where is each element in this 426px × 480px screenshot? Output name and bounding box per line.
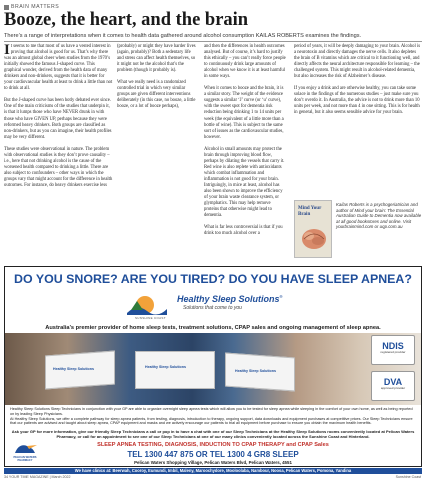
divider xyxy=(4,41,422,42)
paragraph: What is far less controversial is that if you drink too much alcohol over a xyxy=(204,225,283,237)
brain-illustration-icon xyxy=(299,223,329,255)
pelican-waters-logo: PELICAN WATERS PHARMACY xyxy=(11,441,39,465)
page-footer-left: 34 YOUR TIME MAGAZINE | March 2022 xyxy=(4,475,71,479)
van-label: Healthy Sleep Solutions xyxy=(145,365,186,369)
ad-provider-line: Australia’s premier provider of home sleep tests, treatment solutions, CPAP sales and ongoing management of sleep apnea. xyxy=(45,325,381,331)
paragraph: (probably) or might they have harder lives (again, probably)? Both a sedentary life and stress can affect health themselves, so it might not be the alcohol that’s the problem (though it probably is). xyxy=(117,44,196,74)
ad-ask-line: Ask your GP for more information, give our friendly Sleep Technicians a call or pop in to have a chat with one of our Sleep Technicians at the Healthy Sleep Solutions rooms conveniently located at Pelican Waters Pharmacy, or call for an appointment to see one of our Sleep Technicians at one of our many clinics conveniently located across the Sunshine Coast and Hinterland. xyxy=(11,429,415,439)
logo-name: Healthy Sleep Solutions® xyxy=(177,294,283,304)
paragraph: But the J-shaped curve has been hotly debated ever since. One of the main criticisms of the studies that underpin it, is that it lumps those who have NEVER drunk in with those who have GIVEN UP, perhaps because they were reformed heavy drinkers. Both groups are classified as non-drinkers, but as you can imagine, their health profiles may be very different. xyxy=(4,98,112,140)
column-3 xyxy=(204,44,286,243)
page-footer-right: Sunshine Coast xyxy=(395,475,421,479)
section-square-icon xyxy=(4,5,9,10)
paragraph: Healthy Sleep Solutions Sleep Technicians in conjunction with your GP are able to organize overnight sleep apnea tests which will allow you to be tested for sleep apnea while sleeping in the comfort of your own home, as well as being reported on by leading Sleep Physicians. xyxy=(10,407,413,416)
advertisement xyxy=(4,266,422,467)
dva-badge: DVA approved provider xyxy=(371,371,415,401)
ad-location: Pelican Waters Shopping Village, Pelican Waters Blvd, Pelican Waters, 4551 xyxy=(134,460,292,465)
author-box xyxy=(294,200,422,262)
ndis-badge: NDIS registered provider xyxy=(371,335,415,365)
paragraph: It seems to me that most of us have a vested interest in proving that alcohol is good for us. That’s why there was an almost global cheer when studies from the 1970’s initially showed the famous J-shaped curve. This graphical wonder, derived from the health data of many drinkers and non-drinkers, suggests that it is better for your cardiovascular health at least to drink a little than not to drink at all. xyxy=(4,42,113,92)
logo-region: SUNSHINE COAST xyxy=(135,316,166,320)
ad-headline: DO YOU SNORE? ARE YOU TIRED? DO YOU HAVE SLEEP APNEA? xyxy=(14,272,412,286)
clinics-bar: We have clinics at: Beerwah, Cooroy, Eumundi, Imbil, Maleny, Maroochydore, Mooloolaba, Nambour, Noosa, Pelican Waters, Pomona, Yandina xyxy=(4,468,422,474)
logo-tagline: Solutions that come to you xyxy=(183,305,242,311)
paragraph: and then the differences in health outcomes analysed. But of course, it’s hard to justify this ethically – you can’t really force people to continuously drink large amounts of alcohol when we know it is at least harmful in some ways. xyxy=(204,44,286,80)
ad-phone[interactable]: TEL 1300 447 875 OR TEL 1300 4 GR8 SLEEP xyxy=(127,450,299,459)
column-2b xyxy=(117,44,197,116)
paragraph: These studies were observational in nature. The problem with observational studies is they don’t prove causality – i.e., here that not drinking alcohol is the cause of the worsened health compared to drinking a little. There are also subject to confounders – other ways in which the groups vary that might account for the difference in health outcomes. For instance, do heavy drinkers exercise less xyxy=(4,146,113,188)
book-cover xyxy=(294,200,332,258)
paragraph: Alcohol in small amounts may protect the brain through improving blood flow, perhaps by dilating the vessels that carry it. Red wine is also replete with antioxidants which combat inflammation and inflammation is not good for your brain. Intriguingly, in mice at least, alcohol has also been shown to improve the efficiency of your brain waste clearance system, or glymphatics. This may help remove proteins that otherwise might lead to dementia. xyxy=(204,146,285,219)
healthy-sleep-logo xyxy=(125,289,301,322)
section-label: BRAIN MATTERS xyxy=(11,4,60,10)
ad-cta: SLEEP APNEA TESTING, DIAGNOSIS, INDUCTION TO CPAP THERAPY and CPAP Sales xyxy=(97,442,329,448)
ad-body xyxy=(10,407,416,426)
paragraph: What we really need is a randomized controlled trial in which very similar groups are given different interventions deliberately (in this case, no booze, a little booze, or a lot of booze perhaps), xyxy=(117,80,196,110)
van-image xyxy=(135,351,215,389)
column-1 xyxy=(4,44,113,195)
paragraph: period of years, it will be deeply damaging to your brain. Alcohol is a neurotoxin and directly damages the nerve cells. It also depletes the brain of B vitamins which are critical to it functioning well, and directly affects the neural architecture responsible for learning – the challenged system. This might result in alcohol-related dementia, but also increases the risk of Alzheimer’s disease. xyxy=(294,44,421,80)
drop-cap: I xyxy=(4,42,10,58)
author-bio: Kailas Roberts is a psychogeriatrician and author of Mind your brain: The Essential Australian Guide to Dementia now available at all good bookstores and online. Visit yourbrainmind.com or uqp.com.au xyxy=(336,202,422,230)
headline: Booze, the heart, and the brain xyxy=(4,10,249,30)
article xyxy=(4,0,422,263)
paragraph: If you enjoy a drink and are otherwise healthy, you can take some solace in the findings of the numerous studies – just make sure you don’t overdo it. In Australia, the advice is not to drink more than 10 units per week, and not more than 4 in one sitting. This is for health in general, but it also seems sensible advice for your brain. xyxy=(294,86,420,116)
paragraph: When it comes to booze and the brain, it is a similar story. The weight of the evidence suggests a similar ‘J’ curve (or ‘u’ curve), with the sweet spot for dementia risk reduction being drinking 1 to 14 units per week (the equivalent of a little more than a bottle of wine). This is subject to the same sort of issues as the cardiovascular studies, however. xyxy=(204,86,284,140)
van-label: Healthy Sleep Solutions xyxy=(53,367,94,371)
standfirst: There’s a range of interpretations when it comes to health data gathered around alcohol consumption KAILAS ROBERTS examines the findings. xyxy=(4,33,362,39)
column-4 xyxy=(294,44,422,123)
ad-photo-collage xyxy=(5,333,421,405)
van-label: Healthy Sleep Solutions xyxy=(235,369,276,373)
book-title: Mind Your Brain xyxy=(298,206,322,217)
paragraph: At Healthy Sleep Solutions, we offer a complete pathway for sleep apnea patients, from testing, diagnosis, introduction to therapy, ongoing support, data downloads and equipment purchases at competitive prices. Our Sleep Technicians ensure that our patients are advised and taught about sleep apnea, CPAP equipment and masks and we actively encourage our patients to trial all equipment before purchase to ensure you obtain the maximum health benefits. xyxy=(10,416,413,425)
